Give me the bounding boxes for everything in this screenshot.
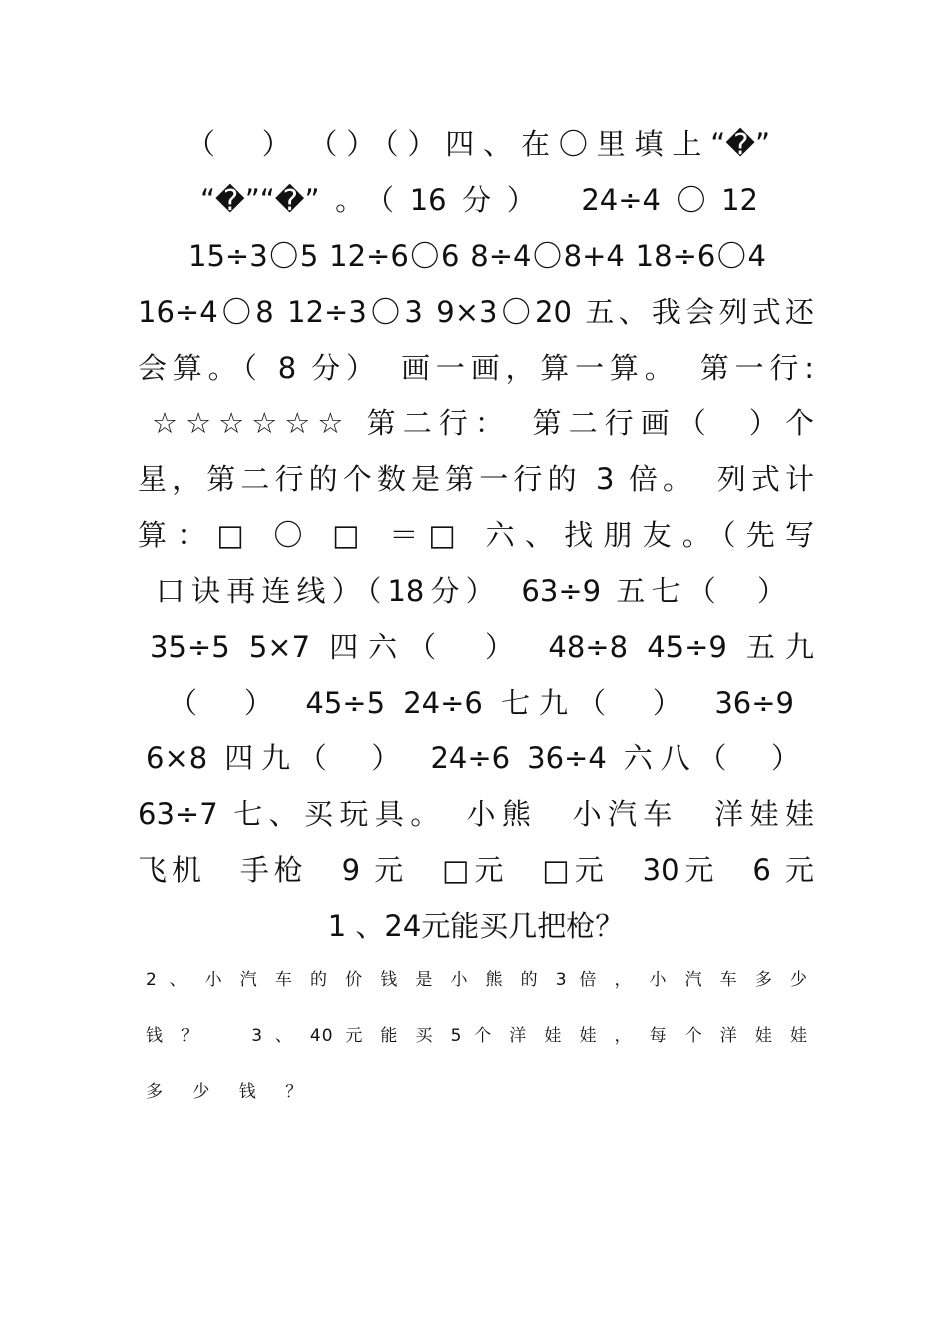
text-line: （ ） （）（）四、在〇里填上“�” <box>186 127 770 161</box>
text-line: 16÷4〇8 12÷3〇3 9×3〇20 五、我会列式还 <box>138 295 814 329</box>
text-line: 1 、24元能买几把枪？ <box>327 909 625 943</box>
text-line: 15÷3〇5 12÷6〇6 8÷4〇8+4 18÷6〇4 <box>188 239 766 273</box>
text-line: 口诀再连线）（18分） 63÷9 五七（ ） <box>156 574 786 608</box>
text-line: 算：□ 〇 □ ＝□ 六、找朋友。（先写 <box>138 518 814 552</box>
small-text-line: 多 少 钱 ？ <box>146 1082 315 1102</box>
text-line: ☆☆☆☆☆☆ 第二行： 第二行画（ ）个 <box>152 406 814 440</box>
text-line: 会算。（ 8 分） 画一画，算一算。 第一行: <box>138 351 814 385</box>
text-line: 飞机 手枪 9 元 □元 □元 30元 6 元 <box>138 853 814 887</box>
text-line: （ ） 45÷5 24÷6 七九（ ） 36÷9 <box>168 686 794 720</box>
small-text-line: 2 、 小 汽 车 的 价 钱 是 小 熊 的 3 倍 ， 小 汽 车 多 少 <box>146 970 808 990</box>
text-line: “�”“�”。（16分） 24÷4〇12 <box>200 183 758 217</box>
text-line: 6×8 四九（ ） 24÷6 36÷4 六八（ ） <box>146 741 800 775</box>
small-text-line: 钱 ？ 3 、 40 元 能 买 5 个 洋 娃 娃 ， 每 个 洋 娃 娃 <box>146 1026 808 1046</box>
text-line: 35÷5 5×7 四六（ ） 48÷8 45÷9 五九 <box>150 630 814 664</box>
text-line: 63÷7 七、买玩具。 小熊 小汽车 洋娃娃 <box>138 797 814 831</box>
text-line: 星，第二行的个数是第一行的 3 倍。 列式计 <box>138 462 814 496</box>
